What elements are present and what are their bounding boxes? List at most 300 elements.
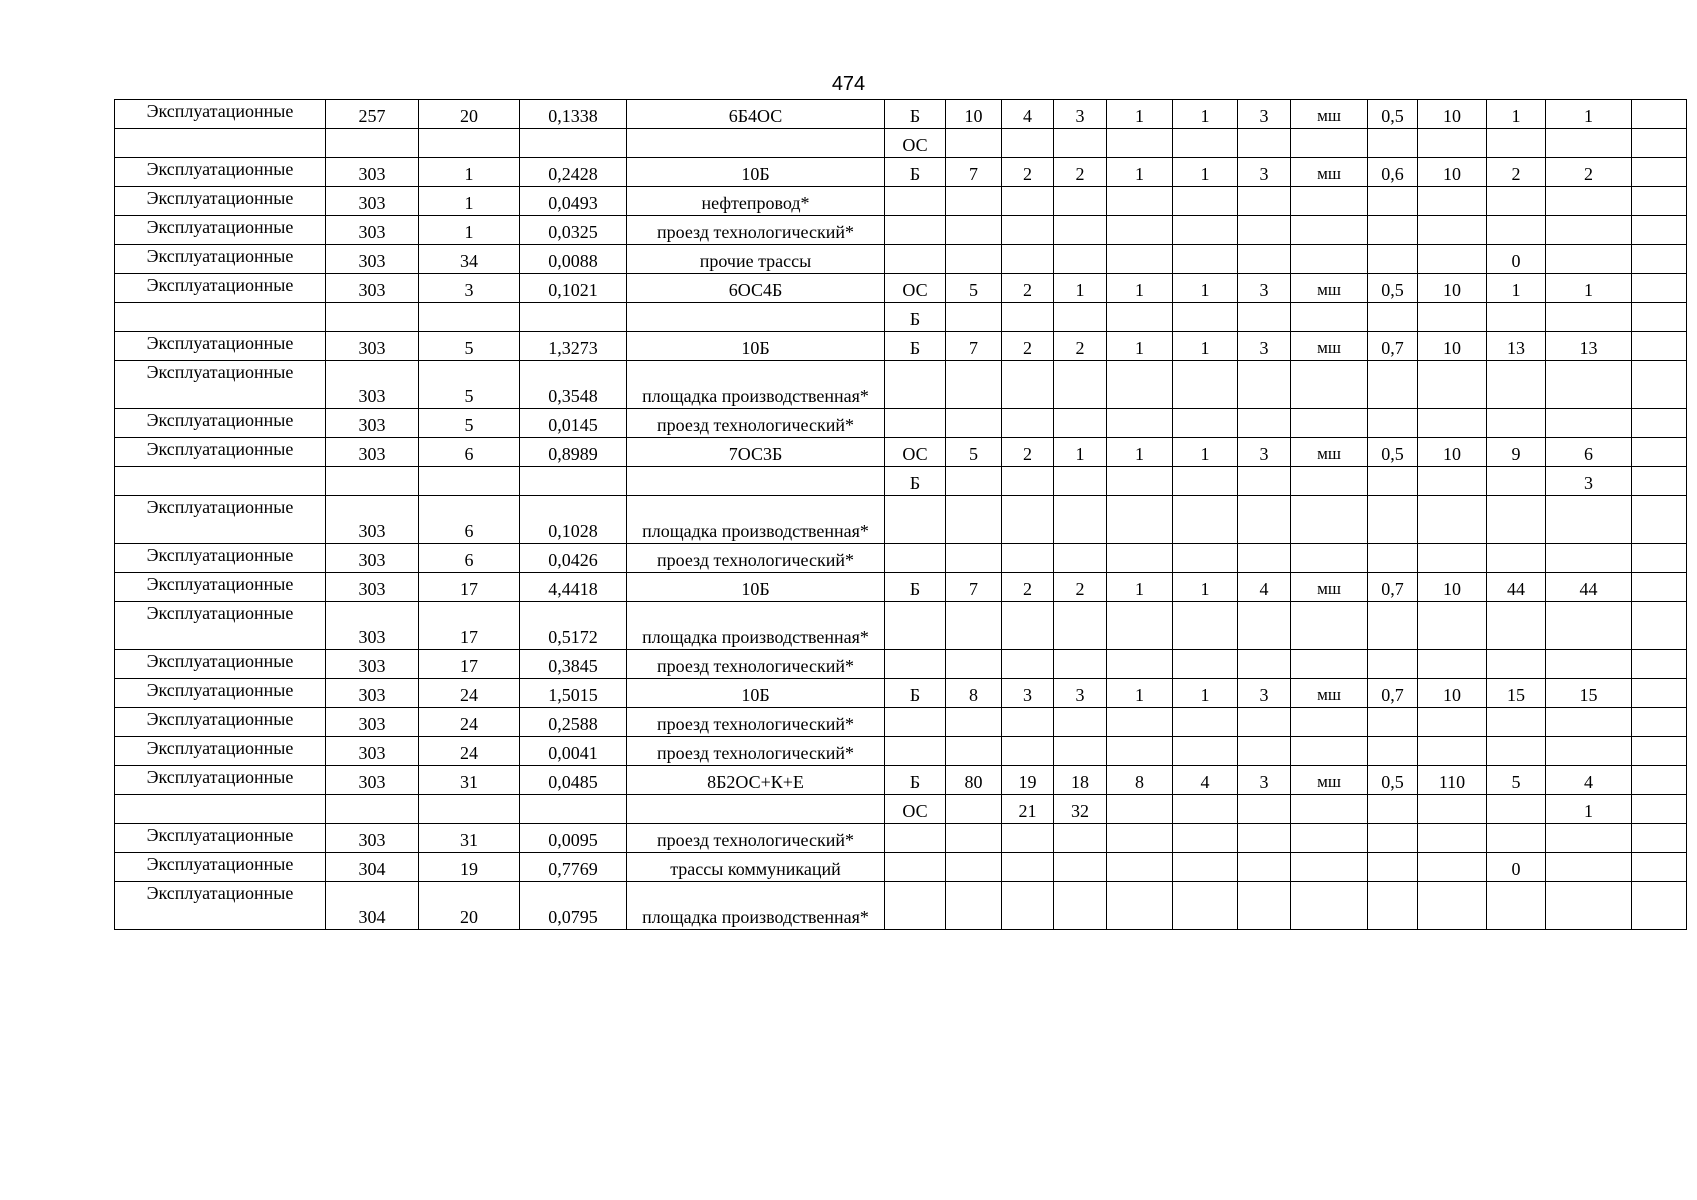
cell-forest-type: 1 xyxy=(1173,679,1238,708)
cell-class xyxy=(1238,737,1291,766)
cell-diameter xyxy=(1054,737,1107,766)
cell-plot: 24 xyxy=(419,737,520,766)
cell-area: 0,1338 xyxy=(520,100,627,129)
cell-volume-species: 1 xyxy=(1546,100,1632,129)
cell-composition: 7ОС3Б xyxy=(627,438,885,467)
cell-density xyxy=(1368,409,1418,438)
cell-volume-total: 9 xyxy=(1487,438,1546,467)
cell-forest-type xyxy=(1173,544,1238,573)
cell-forest-type-code: мш xyxy=(1291,573,1368,602)
cell-diameter: 1 xyxy=(1054,274,1107,303)
cell-area: 0,1028 xyxy=(520,496,627,544)
cell-extra xyxy=(1632,332,1687,361)
cell-volume-species: 44 xyxy=(1546,573,1632,602)
cell-height: 2 xyxy=(1002,158,1054,187)
cell-age: 7 xyxy=(946,573,1002,602)
cell-plot: 24 xyxy=(419,708,520,737)
cell-category: Эксплуатационные xyxy=(115,602,326,650)
cell-height xyxy=(1002,187,1054,216)
cell-volume-species xyxy=(1546,602,1632,650)
cell-area xyxy=(520,303,627,332)
cell-composition: проезд технологический* xyxy=(627,650,885,679)
cell-extra xyxy=(1632,129,1687,158)
cell-diameter xyxy=(1054,853,1107,882)
table-row xyxy=(115,795,1687,824)
cell-quarter: 303 xyxy=(326,573,419,602)
table-row xyxy=(115,100,1687,129)
cell-volume-total: 5 xyxy=(1487,766,1546,795)
cell-forest-type-code xyxy=(1291,544,1368,573)
cell-density xyxy=(1368,795,1418,824)
cell-height: 2 xyxy=(1002,573,1054,602)
cell-height: 4 xyxy=(1002,100,1054,129)
cell-plot: 5 xyxy=(419,332,520,361)
cell-composition xyxy=(627,795,885,824)
cell-forest-type xyxy=(1173,216,1238,245)
cell-category: Эксплуатационные xyxy=(115,332,326,361)
cell-category: Эксплуатационные xyxy=(115,650,326,679)
cell-volume-species xyxy=(1546,361,1632,409)
cell-quarter: 303 xyxy=(326,496,419,544)
cell-bonitet: 1 xyxy=(1107,679,1173,708)
cell-composition: проезд технологический* xyxy=(627,409,885,438)
cell-area: 0,0485 xyxy=(520,766,627,795)
cell-bonitet xyxy=(1107,602,1173,650)
cell-density: 0,6 xyxy=(1368,158,1418,187)
cell-bonitet xyxy=(1107,467,1173,496)
cell-bonitet: 1 xyxy=(1107,274,1173,303)
cell-density xyxy=(1368,361,1418,409)
cell-volume-total: 1 xyxy=(1487,100,1546,129)
cell-species xyxy=(885,496,946,544)
cell-quarter: 303 xyxy=(326,158,419,187)
cell-species xyxy=(885,882,946,930)
cell-extra xyxy=(1632,882,1687,930)
cell-class xyxy=(1238,602,1291,650)
cell-extra xyxy=(1632,496,1687,544)
cell-species xyxy=(885,602,946,650)
cell-bonitet: 1 xyxy=(1107,332,1173,361)
cell-species: Б xyxy=(885,158,946,187)
cell-stock-per-ha: 10 xyxy=(1418,274,1487,303)
cell-diameter xyxy=(1054,303,1107,332)
cell-forest-type: 1 xyxy=(1173,573,1238,602)
cell-diameter xyxy=(1054,650,1107,679)
cell-volume-species: 4 xyxy=(1546,766,1632,795)
cell-plot: 31 xyxy=(419,766,520,795)
cell-stock-per-ha: 10 xyxy=(1418,332,1487,361)
cell-forest-type xyxy=(1173,650,1238,679)
cell-composition xyxy=(627,129,885,158)
cell-quarter: 303 xyxy=(326,245,419,274)
cell-class: 3 xyxy=(1238,100,1291,129)
cell-bonitet: 1 xyxy=(1107,438,1173,467)
cell-category: Эксплуатационные xyxy=(115,882,326,930)
cell-age xyxy=(946,496,1002,544)
cell-bonitet xyxy=(1107,853,1173,882)
cell-height xyxy=(1002,216,1054,245)
cell-density xyxy=(1368,853,1418,882)
cell-volume-total xyxy=(1487,409,1546,438)
cell-stock-per-ha xyxy=(1418,409,1487,438)
cell-forest-type-code xyxy=(1291,409,1368,438)
cell-height xyxy=(1002,853,1054,882)
cell-height xyxy=(1002,361,1054,409)
cell-diameter: 2 xyxy=(1054,158,1107,187)
table-row xyxy=(115,544,1687,573)
cell-height xyxy=(1002,245,1054,274)
table-row xyxy=(115,602,1687,650)
cell-composition: площадка производственная* xyxy=(627,602,885,650)
cell-diameter xyxy=(1054,602,1107,650)
cell-height xyxy=(1002,737,1054,766)
cell-density xyxy=(1368,496,1418,544)
cell-stock-per-ha xyxy=(1418,216,1487,245)
cell-forest-type xyxy=(1173,795,1238,824)
cell-density xyxy=(1368,187,1418,216)
cell-extra xyxy=(1632,602,1687,650)
cell-age xyxy=(946,795,1002,824)
cell-class xyxy=(1238,409,1291,438)
cell-age xyxy=(946,361,1002,409)
cell-class xyxy=(1238,496,1291,544)
cell-extra xyxy=(1632,824,1687,853)
cell-forest-type xyxy=(1173,824,1238,853)
cell-age xyxy=(946,708,1002,737)
cell-age xyxy=(946,467,1002,496)
cell-volume-total xyxy=(1487,824,1546,853)
cell-species xyxy=(885,409,946,438)
cell-category: Эксплуатационные xyxy=(115,100,326,129)
cell-species xyxy=(885,824,946,853)
cell-diameter: 2 xyxy=(1054,573,1107,602)
cell-forest-type xyxy=(1173,409,1238,438)
cell-category: Эксплуатационные xyxy=(115,496,326,544)
cell-volume-total xyxy=(1487,303,1546,332)
cell-height xyxy=(1002,650,1054,679)
cell-volume-total: 13 xyxy=(1487,332,1546,361)
cell-height xyxy=(1002,129,1054,158)
cell-quarter: 303 xyxy=(326,187,419,216)
cell-extra xyxy=(1632,573,1687,602)
cell-age xyxy=(946,602,1002,650)
cell-bonitet xyxy=(1107,245,1173,274)
table-row xyxy=(115,187,1687,216)
cell-category: Эксплуатационные xyxy=(115,766,326,795)
cell-extra xyxy=(1632,216,1687,245)
cell-age xyxy=(946,129,1002,158)
cell-stock-per-ha xyxy=(1418,467,1487,496)
cell-plot: 34 xyxy=(419,245,520,274)
cell-volume-total xyxy=(1487,467,1546,496)
cell-stock-per-ha: 110 xyxy=(1418,766,1487,795)
cell-density: 0,7 xyxy=(1368,679,1418,708)
cell-density xyxy=(1368,303,1418,332)
cell-height: 3 xyxy=(1002,679,1054,708)
cell-stock-per-ha xyxy=(1418,303,1487,332)
cell-extra xyxy=(1632,187,1687,216)
cell-stock-per-ha xyxy=(1418,245,1487,274)
cell-height: 21 xyxy=(1002,795,1054,824)
cell-stock-per-ha xyxy=(1418,496,1487,544)
cell-area: 0,0325 xyxy=(520,216,627,245)
cell-quarter: 303 xyxy=(326,332,419,361)
cell-bonitet xyxy=(1107,409,1173,438)
cell-stock-per-ha xyxy=(1418,853,1487,882)
cell-density xyxy=(1368,129,1418,158)
cell-density xyxy=(1368,824,1418,853)
table-row xyxy=(115,824,1687,853)
cell-plot: 6 xyxy=(419,438,520,467)
table-body xyxy=(115,100,1687,930)
cell-quarter: 303 xyxy=(326,679,419,708)
cell-forest-type-code xyxy=(1291,853,1368,882)
cell-species: Б xyxy=(885,332,946,361)
cell-quarter xyxy=(326,303,419,332)
table-row xyxy=(115,679,1687,708)
cell-area: 0,2588 xyxy=(520,708,627,737)
cell-extra xyxy=(1632,737,1687,766)
cell-diameter xyxy=(1054,544,1107,573)
cell-area xyxy=(520,129,627,158)
cell-area: 0,8989 xyxy=(520,438,627,467)
cell-forest-type-code: мш xyxy=(1291,274,1368,303)
cell-bonitet xyxy=(1107,882,1173,930)
cell-age: 5 xyxy=(946,438,1002,467)
cell-class xyxy=(1238,361,1291,409)
cell-bonitet xyxy=(1107,737,1173,766)
cell-bonitet xyxy=(1107,650,1173,679)
cell-volume-species: 15 xyxy=(1546,679,1632,708)
cell-species xyxy=(885,544,946,573)
cell-class: 3 xyxy=(1238,158,1291,187)
cell-forest-type xyxy=(1173,708,1238,737)
cell-stock-per-ha xyxy=(1418,650,1487,679)
cell-density xyxy=(1368,737,1418,766)
cell-density: 0,7 xyxy=(1368,332,1418,361)
cell-plot: 17 xyxy=(419,650,520,679)
cell-composition: трассы коммуникаций xyxy=(627,853,885,882)
cell-volume-species xyxy=(1546,650,1632,679)
cell-composition: 10Б xyxy=(627,332,885,361)
cell-volume-total: 44 xyxy=(1487,573,1546,602)
cell-area: 0,0041 xyxy=(520,737,627,766)
cell-area: 0,3548 xyxy=(520,361,627,409)
cell-species xyxy=(885,650,946,679)
cell-quarter xyxy=(326,129,419,158)
cell-species: Б xyxy=(885,766,946,795)
cell-composition: площадка производственная* xyxy=(627,882,885,930)
cell-height: 2 xyxy=(1002,438,1054,467)
cell-diameter: 18 xyxy=(1054,766,1107,795)
cell-species: Б xyxy=(885,573,946,602)
cell-forest-type-code xyxy=(1291,361,1368,409)
cell-species xyxy=(885,708,946,737)
cell-composition: нефтепровод* xyxy=(627,187,885,216)
cell-composition: проезд технологический* xyxy=(627,737,885,766)
cell-stock-per-ha: 10 xyxy=(1418,438,1487,467)
cell-category xyxy=(115,303,326,332)
cell-diameter xyxy=(1054,245,1107,274)
cell-species: ОС xyxy=(885,274,946,303)
cell-forest-type xyxy=(1173,737,1238,766)
cell-bonitet xyxy=(1107,216,1173,245)
cell-quarter xyxy=(326,467,419,496)
cell-quarter: 303 xyxy=(326,708,419,737)
cell-diameter xyxy=(1054,824,1107,853)
cell-diameter xyxy=(1054,187,1107,216)
cell-height xyxy=(1002,467,1054,496)
cell-volume-total xyxy=(1487,882,1546,930)
cell-forest-type xyxy=(1173,187,1238,216)
cell-composition: 10Б xyxy=(627,679,885,708)
cell-age xyxy=(946,824,1002,853)
cell-plot: 24 xyxy=(419,679,520,708)
cell-forest-type-code: мш xyxy=(1291,158,1368,187)
cell-volume-species xyxy=(1546,544,1632,573)
cell-composition: проезд технологический* xyxy=(627,824,885,853)
cell-forest-type xyxy=(1173,129,1238,158)
cell-category: Эксплуатационные xyxy=(115,737,326,766)
cell-composition: 6Б4ОС xyxy=(627,100,885,129)
table-row xyxy=(115,496,1687,544)
cell-volume-species xyxy=(1546,882,1632,930)
cell-height xyxy=(1002,409,1054,438)
cell-bonitet: 1 xyxy=(1107,100,1173,129)
cell-extra xyxy=(1632,544,1687,573)
cell-diameter: 1 xyxy=(1054,438,1107,467)
cell-category xyxy=(115,129,326,158)
cell-stock-per-ha: 10 xyxy=(1418,679,1487,708)
cell-class xyxy=(1238,708,1291,737)
cell-category: Эксплуатационные xyxy=(115,274,326,303)
cell-stock-per-ha xyxy=(1418,129,1487,158)
cell-category: Эксплуатационные xyxy=(115,573,326,602)
cell-volume-total xyxy=(1487,216,1546,245)
cell-forest-type: 1 xyxy=(1173,274,1238,303)
cell-composition: 10Б xyxy=(627,158,885,187)
cell-volume-species xyxy=(1546,853,1632,882)
cell-forest-type xyxy=(1173,496,1238,544)
cell-diameter: 2 xyxy=(1054,332,1107,361)
cell-forest-type-code xyxy=(1291,824,1368,853)
cell-density: 0,5 xyxy=(1368,100,1418,129)
cell-category: Эксплуатационные xyxy=(115,245,326,274)
cell-forest-type-code xyxy=(1291,795,1368,824)
cell-quarter xyxy=(326,795,419,824)
cell-diameter xyxy=(1054,708,1107,737)
table-row xyxy=(115,573,1687,602)
cell-bonitet: 1 xyxy=(1107,158,1173,187)
cell-volume-species: 6 xyxy=(1546,438,1632,467)
cell-density xyxy=(1368,882,1418,930)
cell-diameter: 3 xyxy=(1054,679,1107,708)
cell-composition xyxy=(627,303,885,332)
cell-area: 0,5172 xyxy=(520,602,627,650)
cell-extra xyxy=(1632,766,1687,795)
table-row xyxy=(115,708,1687,737)
cell-plot xyxy=(419,467,520,496)
cell-stock-per-ha xyxy=(1418,544,1487,573)
cell-volume-total xyxy=(1487,496,1546,544)
cell-age xyxy=(946,882,1002,930)
table-row xyxy=(115,882,1687,930)
cell-forest-type-code: мш xyxy=(1291,100,1368,129)
cell-diameter xyxy=(1054,409,1107,438)
cell-diameter xyxy=(1054,216,1107,245)
cell-quarter: 304 xyxy=(326,853,419,882)
cell-species xyxy=(885,361,946,409)
cell-forest-type-code: мш xyxy=(1291,766,1368,795)
cell-volume-total: 0 xyxy=(1487,853,1546,882)
cell-age: 7 xyxy=(946,332,1002,361)
cell-plot xyxy=(419,303,520,332)
cell-age xyxy=(946,650,1002,679)
cell-quarter: 303 xyxy=(326,602,419,650)
cell-stock-per-ha xyxy=(1418,737,1487,766)
cell-height: 19 xyxy=(1002,766,1054,795)
cell-class: 3 xyxy=(1238,332,1291,361)
cell-class: 3 xyxy=(1238,679,1291,708)
cell-category xyxy=(115,467,326,496)
cell-plot: 17 xyxy=(419,573,520,602)
cell-area xyxy=(520,795,627,824)
cell-forest-type: 1 xyxy=(1173,332,1238,361)
cell-density: 0,5 xyxy=(1368,274,1418,303)
cell-quarter: 303 xyxy=(326,361,419,409)
cell-density: 0,7 xyxy=(1368,573,1418,602)
cell-quarter: 303 xyxy=(326,650,419,679)
cell-species xyxy=(885,737,946,766)
cell-diameter xyxy=(1054,467,1107,496)
table-row xyxy=(115,274,1687,303)
cell-density xyxy=(1368,650,1418,679)
cell-plot: 3 xyxy=(419,274,520,303)
cell-stock-per-ha xyxy=(1418,187,1487,216)
cell-volume-total xyxy=(1487,361,1546,409)
cell-forest-type xyxy=(1173,303,1238,332)
cell-area: 0,2428 xyxy=(520,158,627,187)
cell-area: 0,0145 xyxy=(520,409,627,438)
cell-volume-total: 1 xyxy=(1487,274,1546,303)
table-row xyxy=(115,158,1687,187)
cell-stock-per-ha: 10 xyxy=(1418,158,1487,187)
cell-stock-per-ha xyxy=(1418,824,1487,853)
cell-volume-species: 13 xyxy=(1546,332,1632,361)
cell-species xyxy=(885,853,946,882)
cell-volume-total: 0 xyxy=(1487,245,1546,274)
cell-category: Эксплуатационные xyxy=(115,409,326,438)
cell-diameter: 3 xyxy=(1054,100,1107,129)
cell-age xyxy=(946,303,1002,332)
cell-forest-type: 1 xyxy=(1173,438,1238,467)
cell-quarter: 303 xyxy=(326,438,419,467)
cell-species: Б xyxy=(885,467,946,496)
cell-area: 1,3273 xyxy=(520,332,627,361)
cell-extra xyxy=(1632,467,1687,496)
cell-quarter: 303 xyxy=(326,824,419,853)
cell-extra xyxy=(1632,361,1687,409)
cell-stock-per-ha xyxy=(1418,882,1487,930)
cell-stock-per-ha xyxy=(1418,708,1487,737)
cell-forest-type-code xyxy=(1291,496,1368,544)
cell-plot: 5 xyxy=(419,409,520,438)
cell-plot xyxy=(419,795,520,824)
cell-area: 1,5015 xyxy=(520,679,627,708)
cell-diameter xyxy=(1054,882,1107,930)
cell-class xyxy=(1238,882,1291,930)
cell-forest-type xyxy=(1173,361,1238,409)
